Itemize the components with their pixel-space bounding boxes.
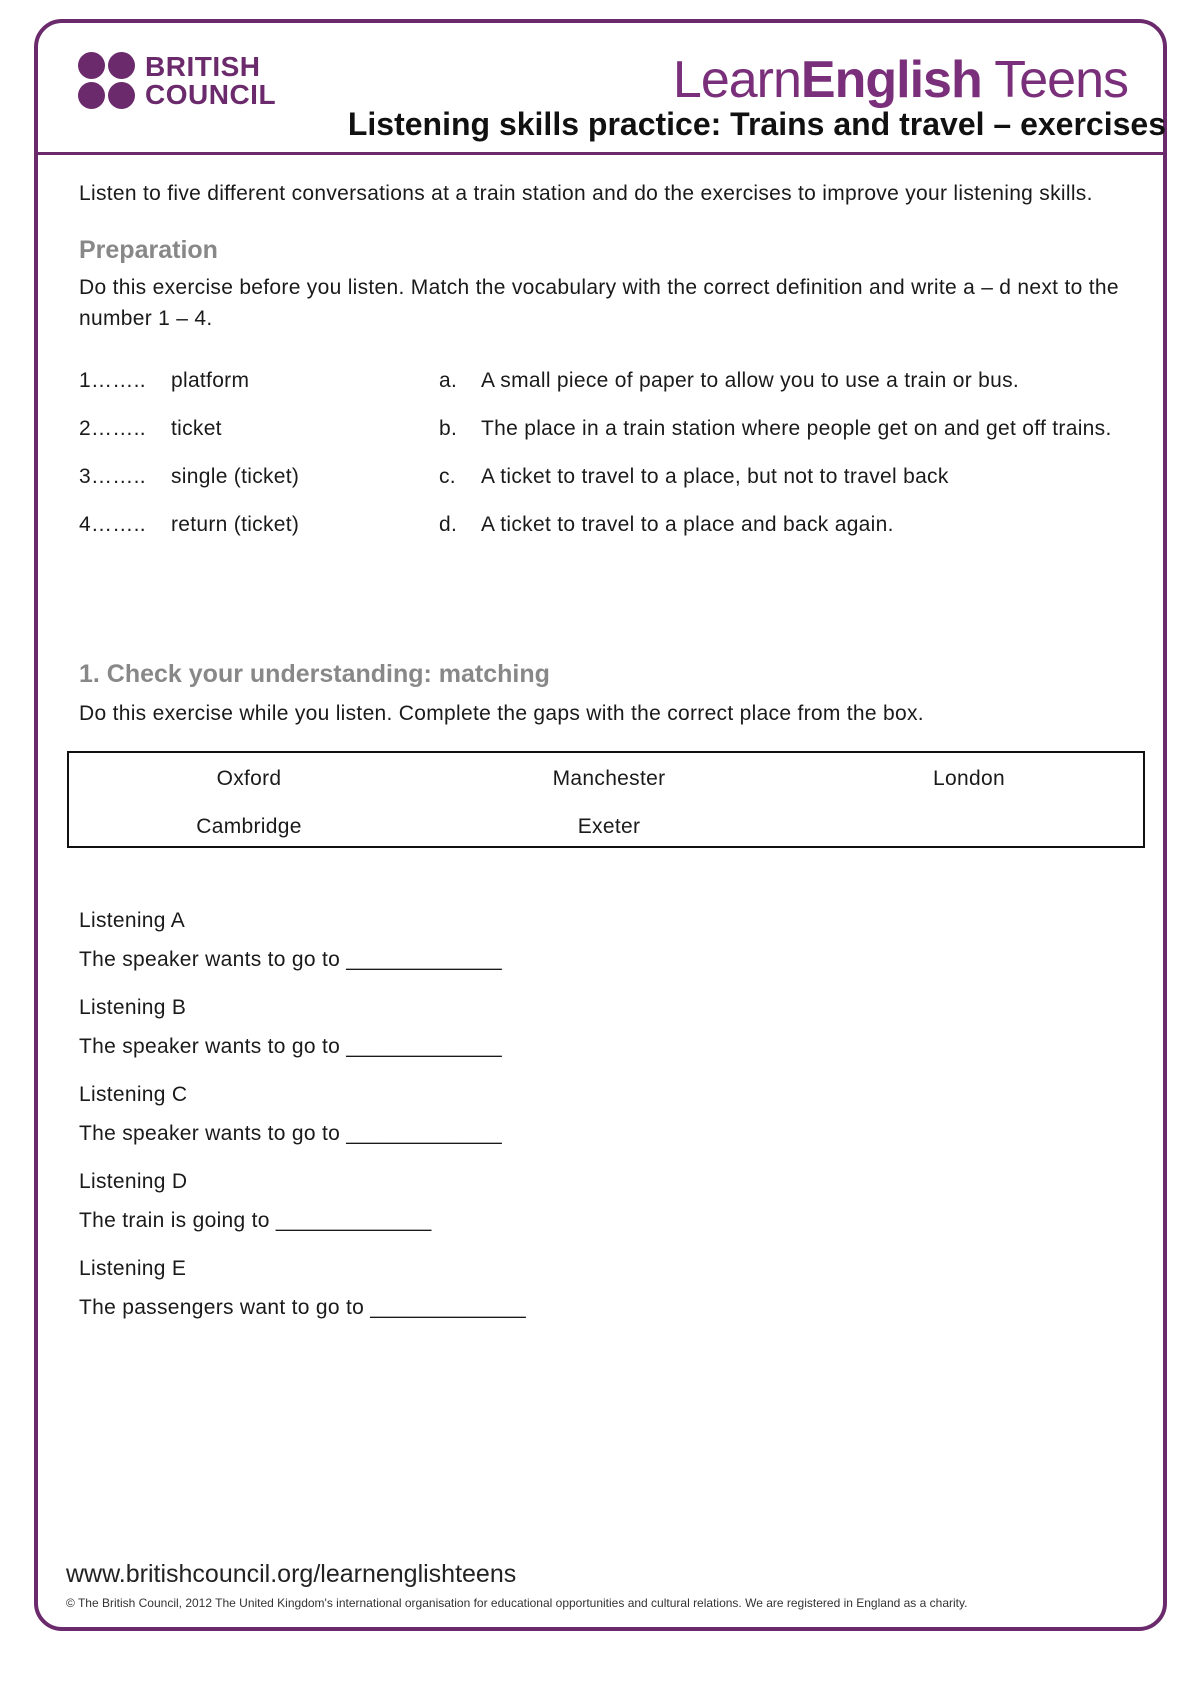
header-divider	[36, 152, 1165, 155]
exercise1-instructions: Do this exercise while you listen. Complete the gaps with the correct place from the box.	[79, 702, 924, 725]
vocab-row: 4…….. return (ticket) d. A ticket to travel to a place and back again.	[79, 513, 894, 536]
british-council-wordmark: BRITISH COUNCIL	[145, 50, 277, 110]
listening-gap-sentence: The speaker wants to go to _____________	[79, 948, 502, 971]
place-word: Cambridge	[196, 815, 302, 838]
listening-label: Listening B	[79, 996, 187, 1019]
listening-label: Listening E	[79, 1257, 187, 1280]
british-council-dots-icon	[78, 52, 135, 109]
learnenglish-teens-logo: LearnEnglish Teens	[672, 51, 1128, 109]
place-word: Exeter	[577, 815, 641, 838]
intro-text: Listen to five different conversations at a train station and do the exercises to improve your listening skills.	[79, 182, 1093, 205]
listening-gap-sentence: The passengers want to go to _____________	[79, 1296, 526, 1319]
vocab-row: 2…….. ticket b. The place in a train station where people get on and get off trains.	[79, 417, 1112, 440]
vocab-row: 3…….. single (ticket) c. A ticket to travel to a place, but not to travel back	[79, 465, 949, 488]
place-word: London	[933, 767, 1005, 790]
place-word: Oxford	[216, 767, 282, 790]
footer-copyright: © The British Council, 2012 The United Kingdom's international organisation for educational opportunities and cultural relations. We are registered in England as a charity.	[66, 1596, 968, 1610]
preparation-instructions: Do this exercise before you listen. Match the vocabulary with the correct definition and write a – d next to the number 1 – 4.	[79, 276, 1119, 330]
page-title: Listening skills practice: Trains and travel – exercises	[347, 106, 1166, 142]
listening-gap-sentence: The speaker wants to go to _____________	[79, 1035, 502, 1058]
place-word-box	[67, 751, 1145, 848]
listening-label: Listening A	[79, 909, 186, 932]
vocab-row: 1…….. platform a. A small piece of paper to allow you to use a train or bus.	[79, 369, 1020, 392]
preparation-heading: Preparation	[79, 236, 218, 264]
british-council-logo	[78, 52, 276, 109]
exercise1-heading: 1. Check your understanding: matching	[79, 660, 550, 688]
place-word: Manchester	[552, 767, 666, 790]
footer-url: www.britishcouncil.org/learnenglishteens	[66, 1560, 517, 1588]
listening-label: Listening C	[79, 1083, 188, 1106]
listening-gap-sentence: The speaker wants to go to _____________	[79, 1122, 502, 1145]
listening-gap-sentence: The train is going to _____________	[79, 1209, 432, 1232]
listening-label: Listening D	[79, 1170, 188, 1193]
